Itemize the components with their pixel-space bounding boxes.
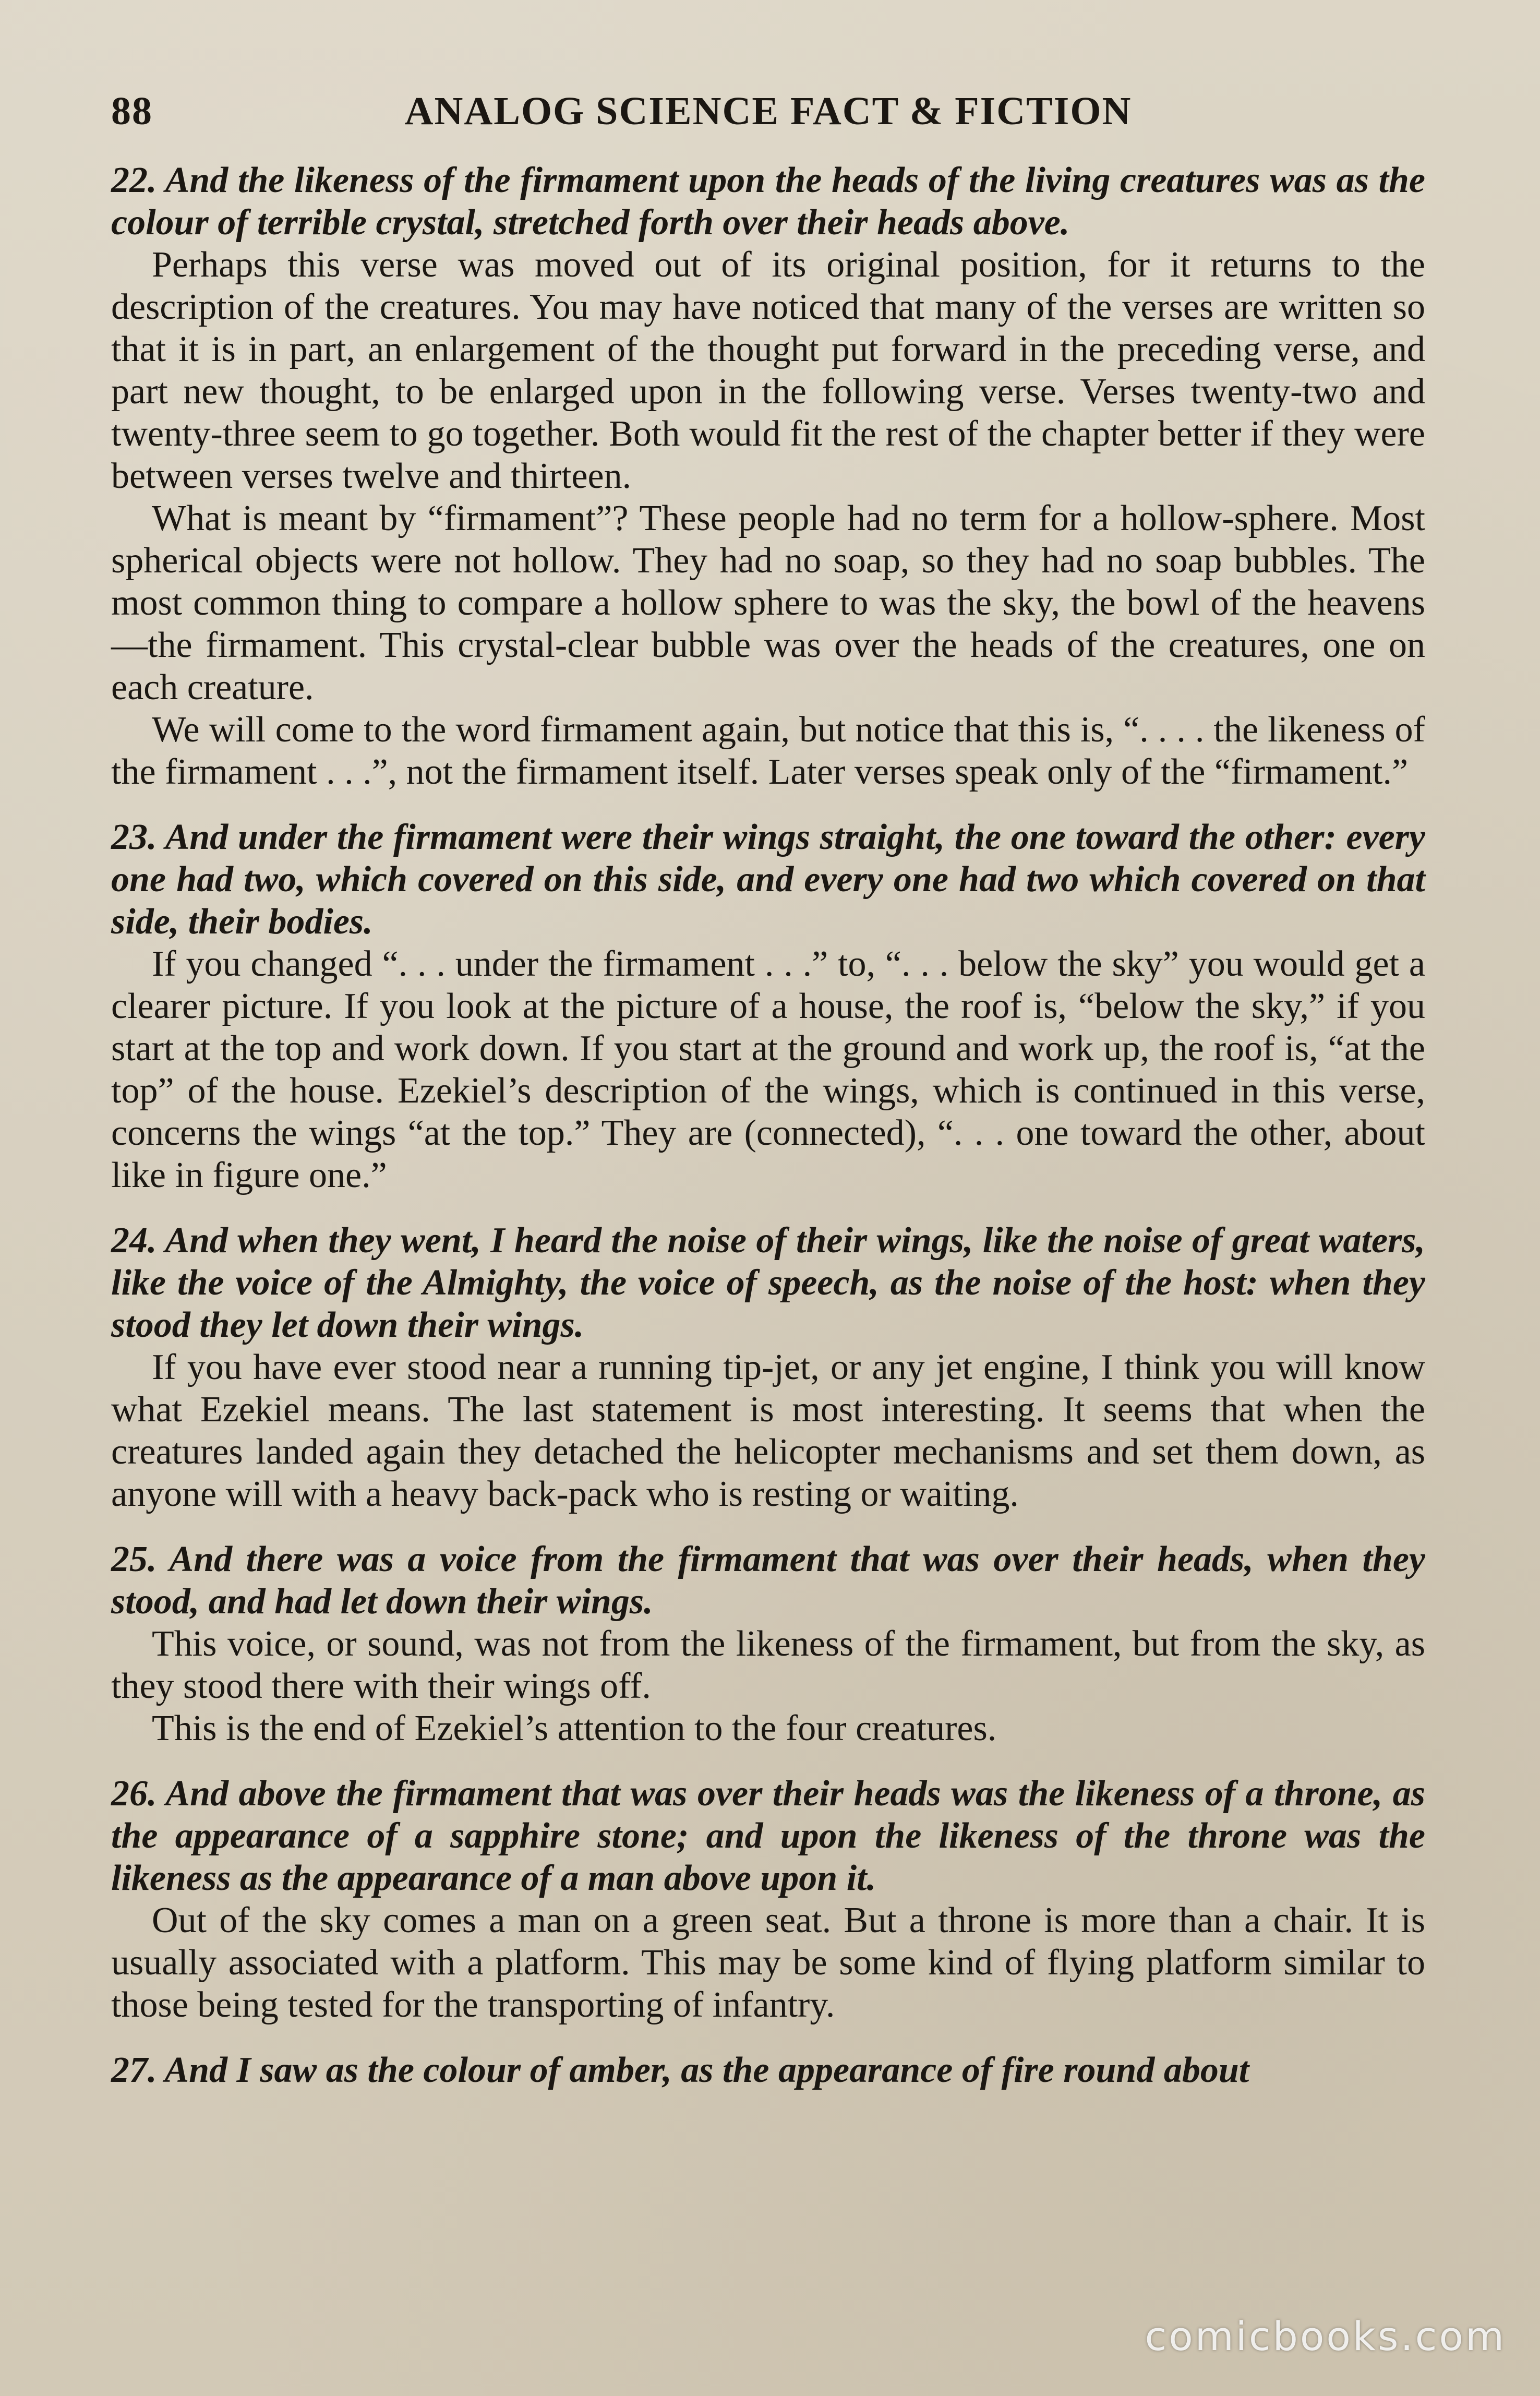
- commentary-paragraph: This is the end of Ezekiel’s attention to the four creatures.: [152, 1708, 997, 1748]
- verse-quote: 25. And there was a voice from the firmament that was over their heads, when they stood, and had let down their wings.: [111, 1539, 1425, 1622]
- running-title: ANALOG SCIENCE FACT & FICTION: [404, 89, 1132, 133]
- verse-section-24: [111, 1219, 1425, 1515]
- commentary-paragraph: If you changed “. . . under the firmament . . .” to, “. . . below the sky” you would get a clearer picture. If you look at the picture of a house, the roof is, “below the sky,” if you start at the top and work down. If you start at the ground and work up, the roof is, “at the top” of the house. Ezekiel’s description of the wings, which is continued in this verse, concerns the wings “at the top.” They are (connected), “. . . one toward the other, about like in figure one.”: [111, 944, 1425, 1195]
- verse-quote: 26. And above the firmament that was over their heads was the likeness of a throne, as the appearance of a sapphire stone; and upon the likeness of the throne was the likeness as the appearance of a man above upon it.: [111, 1774, 1425, 1898]
- verse-section-25: [111, 1538, 1425, 1750]
- verse-section-22: [111, 159, 1425, 793]
- verse-quote: 24. And when they went, I heard the noise of their wings, like the noise of great waters, like the voice of the Almighty, the voice of speech, as the noise of the host: when they stood they let down their wings.: [111, 1220, 1425, 1345]
- verse-section-26: [111, 1772, 1425, 2026]
- verse-section-27: [111, 2049, 1425, 2091]
- page-number: 88: [111, 89, 153, 133]
- site-watermark: comicbooks.com: [1145, 2313, 1506, 2359]
- page-header: [111, 78, 1425, 146]
- verse-quote: 23. And under the firmament were their wings straight, the one toward the other: every one had two, which covered on this side, and every one had two which covered on that side, their bodies.: [111, 817, 1425, 942]
- commentary-paragraph: We will come to the word firmament again, but notice that this is, “. . . . the likeness of the firmament . . .”, not the firmament itself. Later verses speak only of the “firmament.”: [111, 710, 1425, 792]
- commentary-paragraph: This voice, or sound, was not from the likeness of the firmament, but from the sky, as they stood there with their wings off.: [111, 1624, 1425, 1706]
- verse-quote: 22. And the likeness of the firmament upon the heads of the living creatures was as the colour of terrible crystal, stretched forth over their heads above.: [111, 160, 1425, 243]
- commentary-paragraph: What is meant by “firmament”? These people had no term for a hollow-sphere. Most spherical objects were not hollow. They had no soap, so they had no soap bubbles. The most common thing to compare a hollow sphere to was the sky, the bowl of the heavens—the firmament. This crystal-clear bubble was over the heads of the creatures, one on each creature.: [111, 498, 1425, 708]
- body-text: [111, 159, 1425, 2114]
- commentary-paragraph: Perhaps this verse was moved out of its original position, for it returns to the description of the creatures. You may have noticed that many of the verses are written so that it is in part, an enlargement of the thought put forward in the preceding verse, and part new thought, to be enlarged upon in the following verse. Verses twenty-two and twenty-three seem to go together. Both would fit the rest of the chapter better if they were between verses twelve and thirteen.: [111, 245, 1425, 496]
- commentary-paragraph: Out of the sky comes a man on a green seat. But a throne is more than a chair. It is usually associated with a platform. This may be some kind of flying platform similar to those being tested for the transporting of infantry.: [111, 1900, 1425, 2025]
- verse-section-23: [111, 816, 1425, 1196]
- commentary-paragraph: If you have ever stood near a running tip-jet, or any jet engine, I think you will know what Ezekiel means. The last statement is most interesting. It seems that when the creatures landed again they detached the helicopter mechanisms and set them down, as anyone will with a heavy back-pack who is resting or waiting.: [111, 1347, 1425, 1514]
- verse-quote: 27. And I saw as the colour of amber, as the appearance of fire round about: [111, 2050, 1249, 2090]
